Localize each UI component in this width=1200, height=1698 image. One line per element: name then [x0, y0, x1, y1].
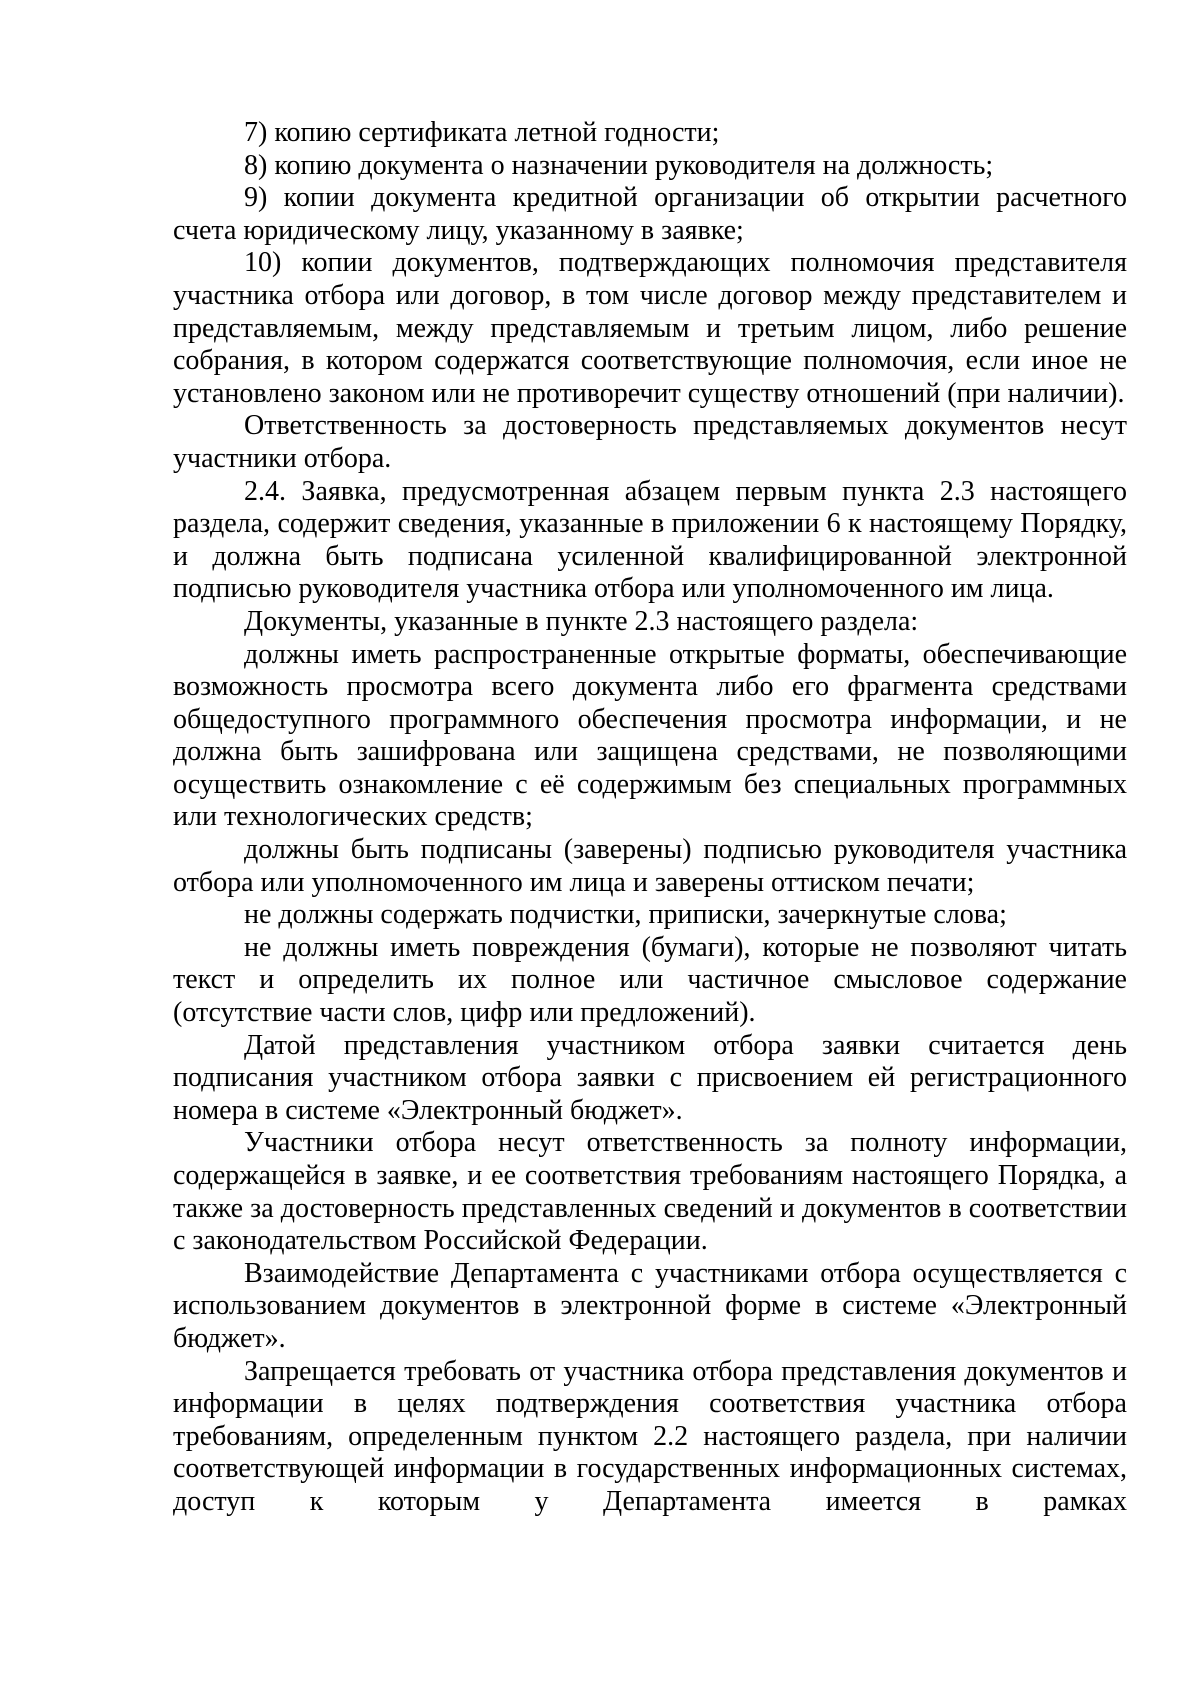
- paragraph-interaction: Взаимодействие Департамента с участниками отбора осуществляется с использованием документов в электронной форме в системе «Электронный бюджет».: [173, 1257, 1127, 1354]
- paragraph-section-2-4: 2.4. Заявка, предусмотренная абзацем первым пункта 2.3 настоящего раздела, содержит сведения, указанные в приложении 6 к настоящему Порядку, и должна быть подписана усиленной квалифицированной электронной подписью руководителя участника отбора или уполномоченного им лица.: [173, 475, 1127, 605]
- paragraph-prohibition: Запрещается требовать от участника отбора представления документов и информации в целях подтверждения соответствия участника отбора требованиям, определенным пунктом 2.2 настоящего раздела, при наличии соответствующей информации в государственных информационных системах, доступ к которым у Департамента имеется в рамках: [173, 1355, 1127, 1517]
- paragraph-item-7: 7) копию сертификата летной годности;: [244, 117, 720, 148]
- paragraph-documents-intro: Документы, указанные в пункте 2.3 настоящего раздела:: [244, 605, 919, 637]
- paragraph-responsibility: Ответственность за достоверность представляемых документов несут участники отбора.: [173, 410, 1127, 474]
- paragraph-item-10: 10) копии документов, подтверждающих полномочия представителя участника отбора или договор, в том числе договор между представителем и представляемым, между представляемым и третьим лицом, либо решение собрания, в котором содержатся соответствующие полномочия, если иное не установлено законом или не противоречит существу отношений (при наличии).: [173, 247, 1127, 409]
- paragraph-requirement-formats: должны иметь распространенные открытые форматы, обеспечивающие возможность просмотра всего документа либо его фрагмента средствами общедоступного программного обеспечения просмотра информации, и не должна быть зашифрована или защищена средствами, не позволяющими осуществить ознакомление с её содержимым без специальных программных или технологических средств;: [173, 638, 1127, 833]
- paragraph-requirement-signed: должны быть подписаны (заверены) подписью руководителя участника отбора или уполномоченного им лица и заверены оттиском печати;: [173, 834, 1127, 898]
- paragraph-submission-date: Датой представления участником отбора заявки считается день подписания участником отбора заявки с присвоением ей регистрационного номера в системе «Электронный бюджет».: [173, 1029, 1127, 1126]
- paragraph-requirement-no-corrections: не должны содержать подчистки, приписки, зачеркнутые слова;: [244, 899, 1007, 931]
- paragraph-item-8: 8) копию документа о назначении руководителя на должность;: [244, 149, 994, 181]
- document-body: [173, 117, 1127, 1519]
- paragraph-requirement-no-damage: не должны иметь повреждения (бумаги), которые не позволяют читать текст и определить их полное или частичное смысловое содержание (отсутствие части слов, цифр или предложений).: [173, 931, 1127, 1029]
- paragraph-item-9: 9) копии документа кредитной организации об открытии расчетного счета юридическому лицу, указанному в заявке;: [173, 182, 1127, 246]
- paragraph-participant-responsibility: Участники отбора несут ответственность за полноту информации, содержащейся в заявке, и ее соответствия требованиям настоящего Порядка, а также за достоверность представленных сведений и документов в соответствии с законодательством Российской Федерации.: [173, 1127, 1127, 1257]
